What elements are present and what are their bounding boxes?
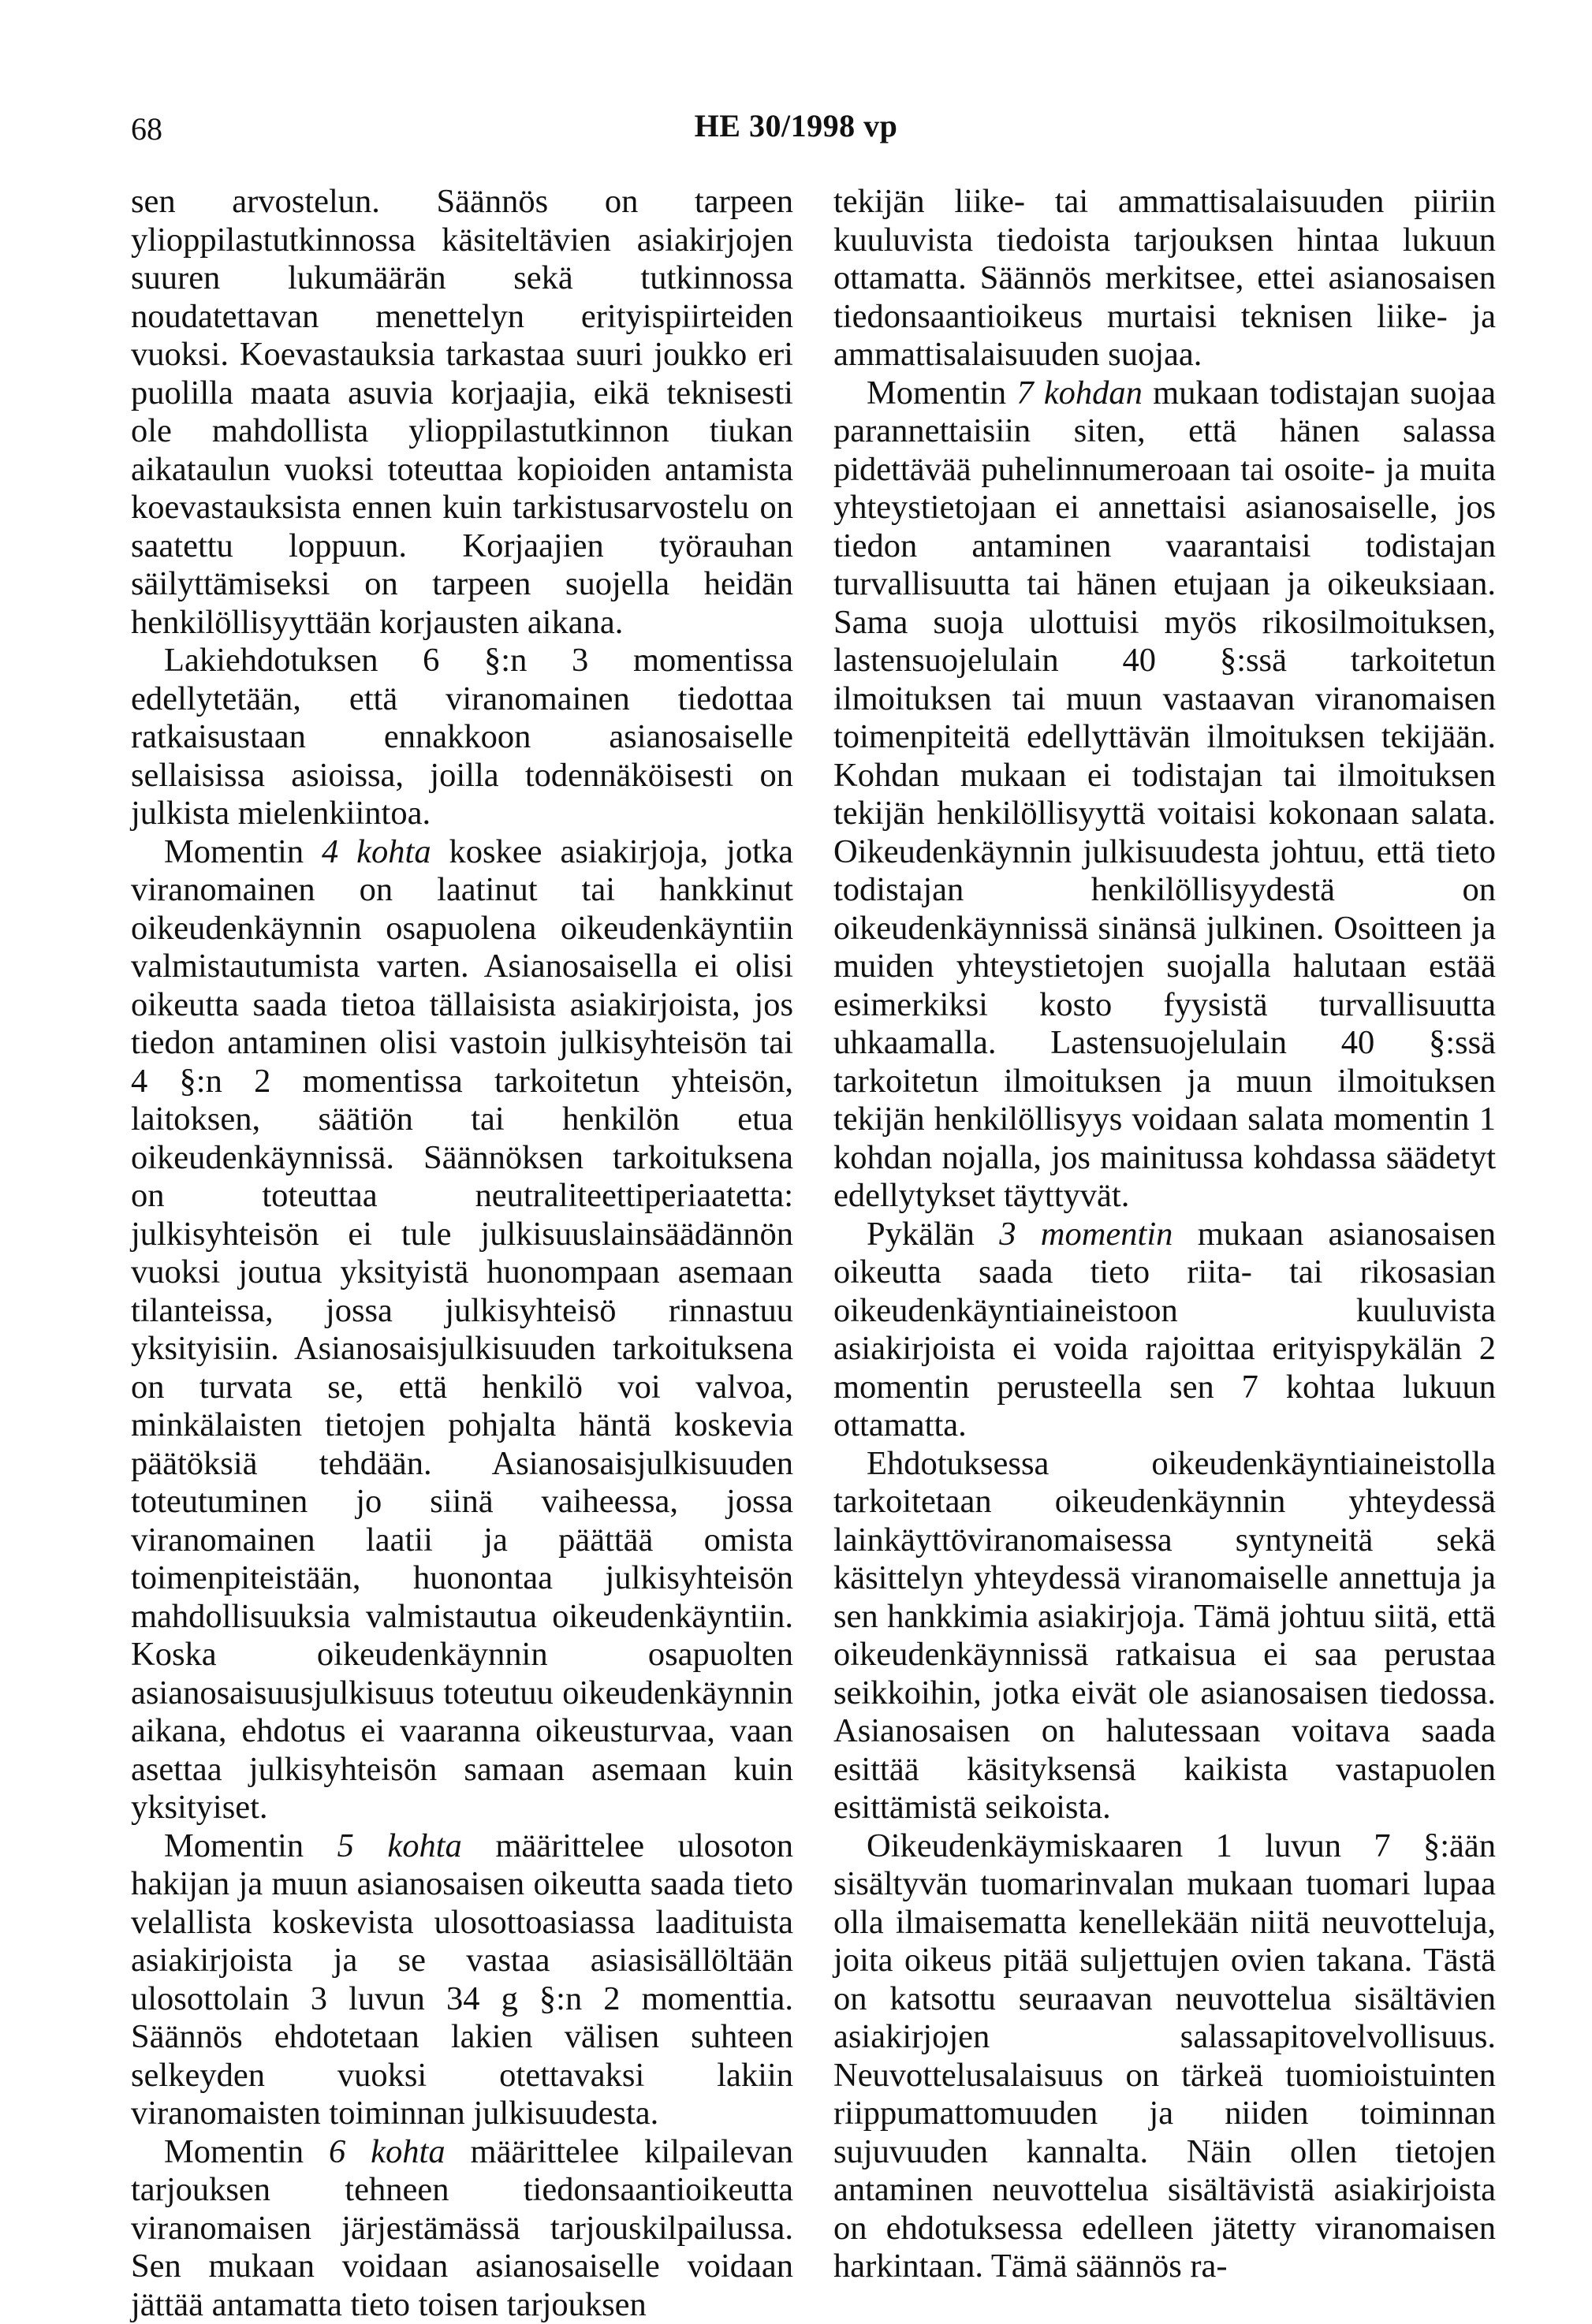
emphasized-reference: 7 kohdan xyxy=(1016,374,1143,412)
body-paragraph xyxy=(833,1216,1496,1445)
paragraph-text: Pykälän xyxy=(867,1216,999,1253)
page-number: 68 xyxy=(131,110,162,147)
right-column xyxy=(833,183,1496,2286)
paragraph-text: koskee asiakirjoja, jotka viranomainen on laatinut tai hankkinut oikeudenkäynnin osapuolena oikeudenkäyntiin valmistautumista varten. Asianosaisella ei olisi oikeutta saada tietoa tällaisista asiakirjoista, jos tiedon antaminen olisi vastoin julkisyhteisön tai 4 §:n 2 momentissa tarkoitetun yhteisön, laitoksen, säätiön tai henkilön etua oikeudenkäynnissä. Säännöksen tarkoituksena on toteuttaa neutraliteettiperiaatetta: julkisyhteisön ei tule julkisuuslainsäädännön vuoksi joutua yksityistä huonompaan asemaan tilanteissa, jossa julkisyhteisö rinnastuu yksityisiin. Asianosaisjulkisuuden tarkoituksena on turvata se, että henkilö voi valvoa, minkälaisten tietojen pohjalta häntä koskevia päätöksiä tehdään. Asianosaisjulkisuuden toteutuminen jo siinä vaiheessa, jossa viranomainen laatii ja päättää omista toimenpiteistään, huonontaa julkisyhteisön mahdollisuuksia valmistautua oikeudenkäyntiin. Koska oikeudenkäynnin osapuolten asianosaisuusjulkisuus toteutuu oikeudenkäynnin aikana, ehdotus ei vaaranna oikeusturvaa, vaan asettaa julkisyhteisön samaan asemaan kuin yksityiset. xyxy=(131,833,793,1827)
body-paragraph xyxy=(833,183,1496,374)
emphasized-reference: 4 kohta xyxy=(322,833,431,870)
paragraph-text: Momentin xyxy=(164,2133,329,2170)
emphasized-reference: 3 momentin xyxy=(999,1216,1173,1253)
paragraph-text: mukaan todistajan suojaa parannettaisiin siten, että hänen salassa pidettävää puhelinnumeroaan tai osoite- ja muita yhteystietojaan ei annettaisi asianosaiselle, jos tiedon antaminen vaarantaisi todistajan turvallisuutta tai hänen etujaan ja oikeuksiaan. Sama suoja ulottuisi myös rikosilmoituksen, lastensuojelulain 40 §:ssä tarkoitetun ilmoituksen tai muun vastaavan viranomaisen toimenpiteitä edellyttävän ilmoituksen tekijään. Kohdan mukaan ei todistajan tai ilmoituksen tekijän henkilöllisyyttä voitaisi kokonaan salata. Oikeudenkäynnin julkisuudesta johtuu, että tieto todistajan henkilöllisyydestä on oikeudenkäynnissä sinänsä julkinen. Osoitteen ja muiden yhteystietojen suojalla halutaan estää esimerkiksi kosto fyysistä turvallisuutta uhkaamalla. Lastensuojelulain 40 §:ssä tarkoitetun ilmoituksen ja muun ilmoituksen tekijän henkilöllisyys voidaan salata momentin 1 kohdan nojalla, jos mainitussa kohdassa säädetyt edellytykset täyttyvät. xyxy=(833,374,1496,1215)
body-paragraph xyxy=(833,374,1496,1216)
paragraph-text: Lakiehdotuksen 6 §:n 3 momentissa edellytetään, että viranomainen tiedottaa ratkaisustaan ennakkoon asianosaiselle sellaisissa asioissa, joilla todennäköisesti on julkista mielenkiintoa. xyxy=(131,642,793,832)
paragraph-text: Ehdotuksessa oikeudenkäyntiaineistolla tarkoitetaan oikeudenkäynnin yhteydessä lainkäyttöviranomaisessa syntyneitä sekä käsittelyn yhteydessä viranomaiselle annettuja ja sen hankkimia asiakirjoja. Tämä johtuu siitä, että oikeudenkäynnissä ratkaisua ei saa perustaa seikkoihin, jotka eivät ole asianosaisen tiedossa. Asianosaisen on halutessaan voitava saada esittää käsityksensä kaikista vastapuolen esittämistä seikoista. xyxy=(833,1445,1496,1827)
document-title: HE 30/1998 vp xyxy=(0,107,1592,144)
body-paragraph xyxy=(131,833,793,1827)
left-column xyxy=(131,183,793,2324)
paragraph-text: Momentin xyxy=(867,374,1016,412)
paragraph-text: tekijän liike- tai ammattisalaisuuden piiriin kuuluvista tiedoista tarjouksen hintaa lukuun ottamatta. Säännös merkitsee, ettei asianosaisen tiedonsaantioikeus murtaisi teknisen liike- ja ammattisalaisuuden suojaa. xyxy=(833,183,1496,373)
paragraph-text: mukaan asianosaisen oikeutta saada tieto riita- tai rikosasian oikeudenkäyntiaineistoon kuuluvista asiakirjoista ei voida rajoittaa erityispykälän 2 momentin perusteella sen 7 kohtaa lukuun ottamatta. xyxy=(833,1216,1496,1444)
emphasized-reference: 5 kohta xyxy=(337,1827,462,1864)
body-paragraph xyxy=(833,1445,1496,1827)
emphasized-reference: 6 kohta xyxy=(329,2133,446,2170)
paragraph-text: Oikeudenkäymiskaaren 1 luvun 7 §:ään sisältyvän tuomarinvalan mukaan tuomari lupaa olla ilmaisematta kenellekään niitä neuvotteluja, joita oikeus pitää suljettujen ovien takana. Tästä on katsottu seuraavan neuvottelua sisältävien asiakirjojen salassapitovelvollisuus. Neuvottelusalaisuus on tärkeä tuomioistuinten riippumattomuuden ja niiden toiminnan sujuvuuden kannalta. Näin ollen tietojen antaminen neuvottelua sisältävistä asiakirjoista on ehdotuksessa edelleen jätetty viranomaisen harkintaan. Tämä säännös ra- xyxy=(833,1827,1496,2285)
body-paragraph xyxy=(131,2133,793,2324)
paragraph-text: Momentin xyxy=(164,1827,337,1864)
paragraph-text: määrittelee ulosoton hakijan ja muun asianosaisen oikeutta saada tieto velallista koskevista ulosottoasiassa laadituista asiakirjoista ja se vastaa asiasisällöltään ulosottolain 3 luvun 34 g §:n 2 momenttia. Säännös ehdotetaan lakien välisen suhteen selkeyden vuoksi otettavaksi lakiin viranomaisten toiminnan julkisuudesta. xyxy=(131,1827,793,2132)
paragraph-text: Momentin xyxy=(164,833,322,870)
body-paragraph xyxy=(131,642,793,833)
paragraph-text: sen arvostelun. Säännös on tarpeen ylioppilastutkinnossa käsiteltävien asiakirjojen suuren lukumäärän sekä tutkinnossa noudatettavan menettelyn erityispiirteiden vuoksi. Koevastauksia tarkastaa suuri joukko eri puolilla maata asuvia korjaajia, eikä teknisesti ole mahdollista ylioppilastutkinnon tiukan aikataulun vuoksi toteuttaa kopioiden antamista koevastauksista ennen kuin tarkistusarvostelu on saatettu loppuun. Korjaajien työrauhan säilyttämiseksi on tarpeen suojella heidän henkilöllisyyttään korjausten aikana. xyxy=(131,183,793,641)
body-paragraph xyxy=(131,1827,793,2133)
paragraph-text: määrittelee kilpailevan tarjouksen tehneen tiedonsaantioikeutta viranomaisen järjestämässä tarjouskilpailussa. Sen mukaan voidaan asianosaiselle voidaan jättää antamatta tieto toisen tarjouksen xyxy=(131,2133,793,2323)
body-paragraph xyxy=(833,1827,1496,2286)
body-paragraph xyxy=(131,183,793,642)
